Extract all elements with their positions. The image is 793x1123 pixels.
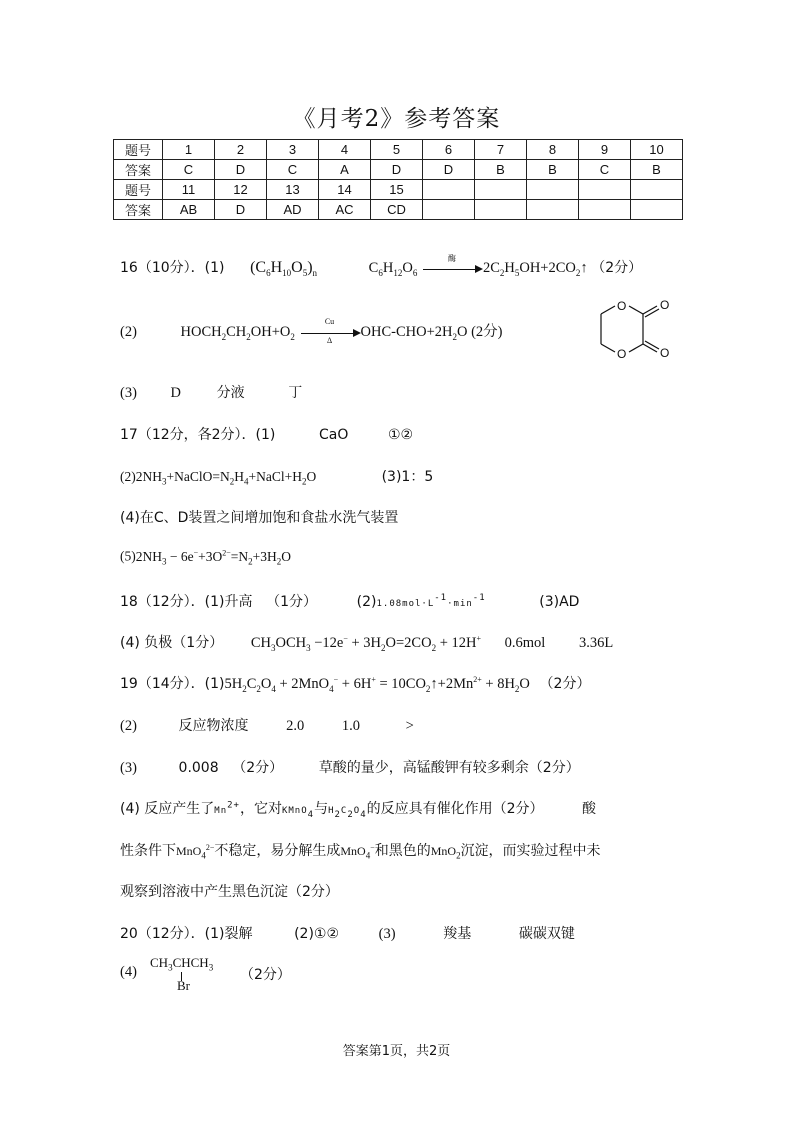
table-cell: B xyxy=(475,160,527,180)
table-cell: B xyxy=(631,160,683,180)
permanganate-oxalate-equation: $5H_2C_2O_4 + 2MnO_4^- + 6H^+$ = $10CO_2↑+2Mn^{2+} + 8H_2O$ xyxy=(224,675,530,694)
table-cell: CD xyxy=(371,200,423,220)
table-cell: D xyxy=(423,160,475,180)
reaction-arrow-icon: $\frac{Cu}{\Delta}$ xyxy=(299,326,361,340)
table-cell: 8 xyxy=(527,140,579,160)
fermentation-equation: $C_6H_{12}O_6$ 酶 $2C_2H_5OH+2CO_2↑$ xyxy=(368,253,588,278)
dme-electrode-equation: $CH_3OCH_3 -12e^- + 3H_2O=2CO_2 + 12H^+$ xyxy=(250,634,481,653)
svg-text:O: O xyxy=(617,299,627,313)
table-cell: 2 xyxy=(215,140,267,160)
table-cell xyxy=(423,180,475,200)
table-cell: 4 xyxy=(319,140,371,160)
table-cell: B xyxy=(527,160,579,180)
table-cell: A xyxy=(319,160,371,180)
cyclic-oxalate-structure-icon xyxy=(585,296,675,364)
glycol-oxidation-equation: $HOCH_2CH_2OH+O_2$ $\frac{Cu}{\Delta}$ OHC-$CHO+2H_2O$ xyxy=(180,316,468,345)
q17-line4: (4)在C、D装置之间增加饱和食盐水洗气装置 xyxy=(120,510,399,526)
q17-line5: $(5)2NH_3 - 6e^-+3O^{2-}=N_2+3H_2O$ xyxy=(120,548,292,567)
table-cell: D xyxy=(371,160,423,180)
table-cell: 10 xyxy=(631,140,683,160)
row-header: 题号 xyxy=(114,140,163,160)
svg-text:O: O xyxy=(660,298,670,312)
table-cell: AC xyxy=(319,200,371,220)
q19-line1: 19（14分）．$(1)5H_2C_2O_4 + 2MnO_4^- + 6H^+$ = $10CO_2↑+2Mn^{2+} + 8H_2O$ （2分） xyxy=(120,675,591,694)
table-cell: 12 xyxy=(215,180,267,200)
table-cell: 6 xyxy=(423,140,475,160)
table-cell: AB xyxy=(163,200,215,220)
table-row xyxy=(114,180,683,200)
table-cell: 11 xyxy=(163,180,215,200)
row-header: 答案 xyxy=(114,200,163,220)
table-cell: D xyxy=(215,200,267,220)
table-cell: 14 xyxy=(319,180,371,200)
bromoethane-structure-icon: $CH_3CHCH_3$ Br xyxy=(150,955,214,993)
q16-line3: (3) D 分液 丁 xyxy=(120,385,303,401)
table-cell xyxy=(579,200,631,220)
row-header: 答案 xyxy=(114,160,163,180)
table-cell xyxy=(475,180,527,200)
table-cell: C xyxy=(163,160,215,180)
reaction-arrow-icon: 酶 xyxy=(421,262,483,276)
table-row xyxy=(114,140,683,160)
hydrazine-equation: $2NH_3+NaClO=N_2H_4+NaCl+H_2O$ xyxy=(135,469,317,487)
q19-line5: 性条件下MnO$_4^{2-}$不稳定，易分解生成MnO$_4$−和黑色的MnO$_2$沉淀，而实验过程中未 xyxy=(120,843,601,861)
table-cell xyxy=(527,200,579,220)
table-cell xyxy=(527,180,579,200)
table-cell xyxy=(475,200,527,220)
q18-line1: 18（12分）．(1)升高 （1分） $(2)1.08mol\cdot L^{-1}\cdot\min^{-1}$ (3)AD xyxy=(120,593,580,610)
table-cell: D xyxy=(215,160,267,180)
q19-line2: (2) 反应物浓度 2.0 1.0 > xyxy=(120,718,414,734)
q19-line6: 观察到溶液中产生黑色沉淀（2分） xyxy=(120,884,339,900)
q17-line1: 17（12分，各2分）．(1) CaO ①② xyxy=(120,427,414,443)
table-cell: 9 xyxy=(579,140,631,160)
table-cell xyxy=(579,180,631,200)
table-cell: 1 xyxy=(163,140,215,160)
q18-line4: (4) 负极（1分） $CH_3OCH_3 -12e^- + 3H_2O=2CO_2 + 12H^+$ 0.6mol 3.36L xyxy=(120,634,614,653)
table-cell: 15 xyxy=(371,180,423,200)
table-cell: C xyxy=(579,160,631,180)
q17-line2: $(2)2NH_3+NaClO=N_2H_4+NaCl+H_2O$ (3)1：5 xyxy=(120,469,434,487)
q19-line3: (3) 0.008 （2分） 草酸的量少，高锰酸钾有较多剩余（2分） xyxy=(120,760,580,776)
row-header: 题号 xyxy=(114,180,163,200)
table-cell: 5 xyxy=(371,140,423,160)
table-cell: 3 xyxy=(267,140,319,160)
svg-text:O: O xyxy=(660,346,670,360)
table-cell xyxy=(631,180,683,200)
table-cell: 13 xyxy=(267,180,319,200)
table-cell: C xyxy=(267,160,319,180)
page-footer: 答案第1页，共2页 xyxy=(342,1044,451,1059)
answer-table xyxy=(113,139,683,220)
table-cell xyxy=(423,200,475,220)
q16-line1: 16（10分）．(1) $(C_6H_{10}O_5)_n$ $C_6H_{12}O_6$ 酶 $2C_2H_5OH+2CO_2↑$ （2分） xyxy=(120,253,643,279)
q16-line2: (2) $HOCH_2CH_2OH+O_2$ $\frac{Cu}{\Delta}$ OHC-$CHO+2H_2O$ (2分) xyxy=(120,316,503,345)
q19-line4: (4) 反应产生了$Mn^{2+}$，它对KMnO$_4$与$H_2C_2O_4$的反应具有催化作用（2分） 酸 xyxy=(120,800,596,820)
table-row xyxy=(114,160,683,180)
starch-formula: $(C_6H_{10}O_5)_n$ xyxy=(250,259,318,279)
svg-text:O: O xyxy=(617,347,627,361)
table-cell: AD xyxy=(267,200,319,220)
q20-line1: 20（12分）．(1)裂解 (2)①② (3) 羧基 碳碳双键 xyxy=(120,926,575,942)
table-cell: 7 xyxy=(475,140,527,160)
electrode-equation: $2NH_3 - 6e^-+3O^{2-}=N_2+3H_2O$ xyxy=(135,548,292,567)
page-title: 《月考2》参考答案 xyxy=(292,106,501,132)
table-row xyxy=(114,200,683,220)
table-cell xyxy=(631,200,683,220)
q20-line4: (4) xyxy=(120,964,137,980)
